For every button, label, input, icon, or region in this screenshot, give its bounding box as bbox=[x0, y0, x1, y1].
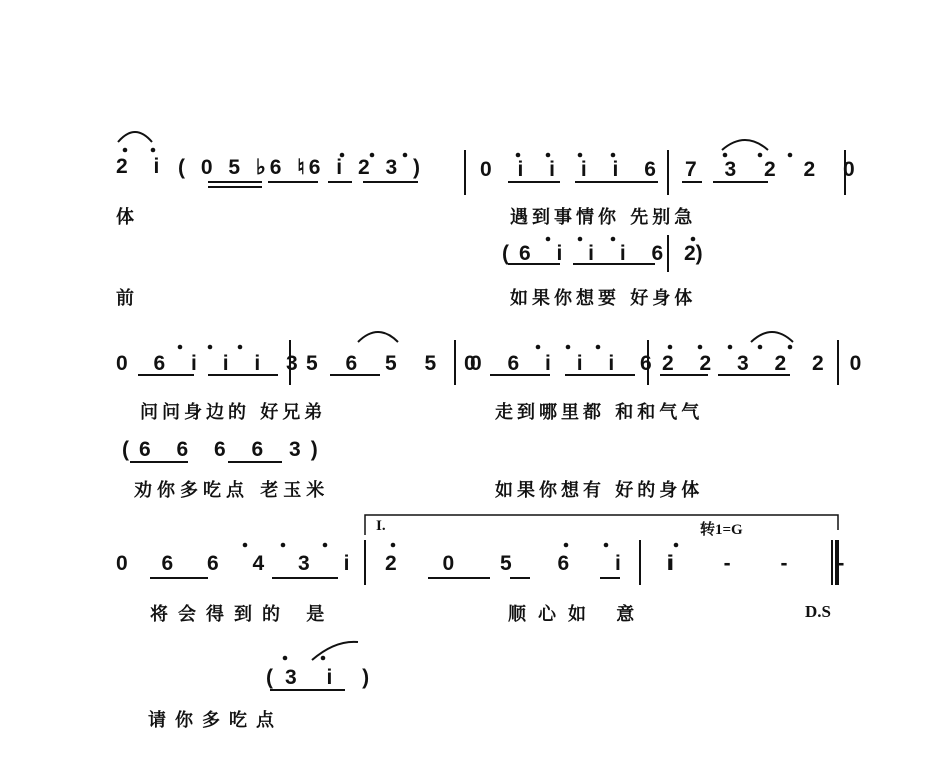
lyric-text: 劝你多吃点 老玉米 bbox=[134, 480, 330, 501]
measure-notes: 2 2 3 2 2 0 bbox=[662, 352, 872, 375]
measure-notes: 7 3 2 2 0 bbox=[685, 158, 866, 181]
volta-label: I. bbox=[376, 518, 386, 534]
lyric-text: 如果你想有 好的身体 bbox=[495, 480, 704, 501]
measure-notes: 2 0 5 6 i i bbox=[385, 552, 693, 575]
lyric-text: 顺心如 意 bbox=[508, 604, 647, 625]
measure-notes: 0 i i i i 6 bbox=[480, 158, 666, 181]
lyric-text: 走到哪里都 和和气气 bbox=[495, 402, 704, 423]
measure-notes: 0 6 6 4 3 i bbox=[116, 552, 364, 575]
measure-notes: i - - - bbox=[668, 552, 867, 575]
slur bbox=[751, 332, 793, 342]
measure-notes: 5 6 5 5 0 bbox=[306, 352, 487, 375]
lyric-text: 遇到事情你 先别急 bbox=[510, 207, 697, 228]
key-change: 转1=G bbox=[700, 522, 743, 538]
interlude-notes: ( 0 5 ♭6 ♮6 i 2 3 ) bbox=[178, 156, 424, 179]
measure-notes: 0 6 i i i 3 bbox=[116, 352, 308, 375]
dal-segno: D.S bbox=[805, 602, 831, 621]
measure-notes: 0 6 i i i 6 bbox=[470, 352, 662, 375]
slur bbox=[118, 132, 152, 142]
alt-notes: (6 6 6 6 3) bbox=[122, 438, 328, 461]
lyric-text: 前 bbox=[116, 288, 135, 309]
alt-notes: 2) bbox=[684, 242, 703, 265]
lyric-text: 将会得到的 是 bbox=[150, 604, 335, 625]
slur bbox=[722, 140, 768, 150]
lyric-text: 体 bbox=[116, 207, 135, 228]
alt-notes: (3 i ) bbox=[266, 666, 382, 689]
volta-bracket bbox=[365, 515, 838, 535]
measure-notes: 2 i bbox=[116, 155, 170, 178]
slur bbox=[358, 332, 398, 342]
lyric-text: 请你多吃点 bbox=[148, 710, 283, 731]
alt-notes: (6 i i i 6 bbox=[502, 242, 674, 265]
lyric-text: 如果你想要 好身体 bbox=[510, 288, 697, 309]
slur bbox=[312, 642, 358, 660]
lyric-text: 问问身边的 好兄弟 bbox=[140, 402, 327, 423]
